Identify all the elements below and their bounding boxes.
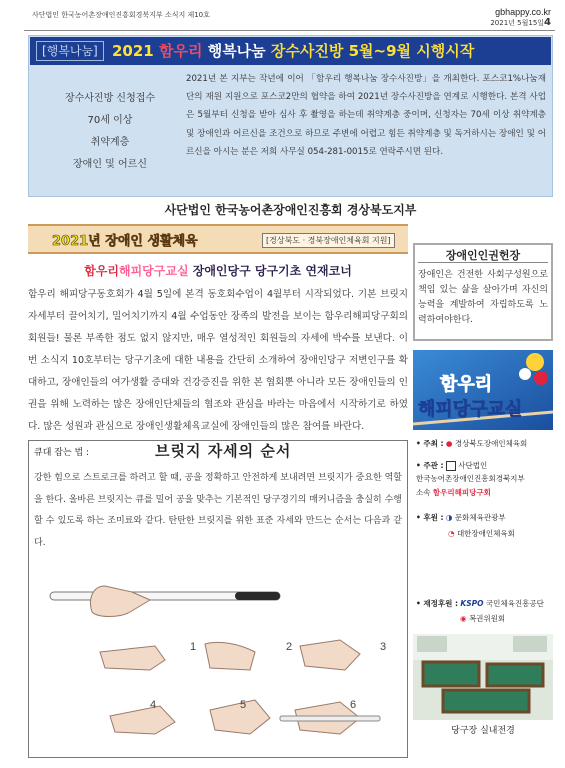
kspo-logo: KSPO xyxy=(460,599,484,608)
header-divider xyxy=(24,30,555,31)
taeguk-icon: ◑ xyxy=(445,513,453,522)
banner-eligibility-list xyxy=(36,88,184,176)
sponsor-funding xyxy=(416,598,544,609)
host-name: 경상북도장애인체육회 xyxy=(454,439,528,448)
banner-mid: 행복나눔 xyxy=(207,42,266,60)
sponsor-support-2 xyxy=(448,528,515,539)
promo-brand-text: 함우리 xyxy=(440,374,493,395)
hand-step-3 xyxy=(300,640,360,670)
organizer-full-name: 한국농어촌장애인진흥회경북지부 xyxy=(416,474,525,483)
sponsor-organizer xyxy=(416,460,487,471)
eligibility-item: 장애인 및 어르신 xyxy=(73,159,147,170)
rights-charter-title: 장애인인권헌장 xyxy=(445,249,521,262)
banner-headline xyxy=(112,39,474,63)
organizer-label: • 주관 : xyxy=(416,461,444,470)
rights-charter-text: 장애인은 건전한 사회구성원으로 책임 있는 삶을 살아가며 자신의 능력을 계발하여 자립하도록 노력하여야한다. xyxy=(418,270,548,325)
banner-project: 장수사진방 5월~9월 시행시작 xyxy=(270,42,475,60)
hand-step-1 xyxy=(100,646,165,670)
header-page-number: 4 xyxy=(544,17,551,28)
sponsor-host xyxy=(416,438,527,449)
banner-category-tag: [행복나눔] xyxy=(36,41,104,61)
hand-step-2 xyxy=(205,642,255,670)
eligibility-item: 장수사진방 신청접수 xyxy=(64,93,156,104)
article-heading xyxy=(28,262,408,279)
eligibility-item: 70세 이상 xyxy=(87,115,133,126)
organizer-logo-icon xyxy=(446,461,456,471)
support-committee: 대한장애인체육회 xyxy=(456,529,515,538)
host-logo-icon: ● xyxy=(445,439,453,448)
banner-brand: 함우리 xyxy=(158,42,203,60)
hand-step-4 xyxy=(110,706,175,734)
host-label: • 주최 : xyxy=(416,439,444,448)
step-number-3: 3 xyxy=(380,641,387,653)
header-right xyxy=(490,7,551,28)
life-sports-title: 2021년 장애인 생활체육 xyxy=(52,234,198,249)
step-number-5: 5 xyxy=(240,699,247,711)
rights-charter-divider xyxy=(418,262,548,263)
header-newsletter-info: 사단법인 한국농어촌장애인진흥회경북지부 소식지 제10호 xyxy=(32,11,210,19)
cue-hand-illustration xyxy=(50,586,280,617)
paralympic-icon: ◔ xyxy=(448,529,455,538)
lottery-committee: 복권위원회 xyxy=(468,614,506,623)
life-sports-subtitle: [경상북도 · 경북장애인체육회 지원] xyxy=(262,233,395,248)
organization-title: 사단법인 한국농어촌장애인진흥회 경상북도지부 xyxy=(164,203,417,217)
sponsor-funding-2 xyxy=(460,613,505,624)
organizer-type: 사단법인 xyxy=(458,461,488,470)
bridge-steps-illustration xyxy=(40,582,400,750)
bridge-description: 강한 힘으로 스트로크를 하려고 할 때, 공을 정확하고 안전하게 보내려면 브릿지가 중요한 역할을 한다. 올바른 브릿지는 큐를 밀어 공을 맞추는 기본적인 당구경기의 매커니즘을 충실히 수행할 수 있도록 하는 조미료와 같다. 탄탄한 브릿지를 위한 표준 자세와 만드는 순서는 다음과 같다. xyxy=(34,473,402,548)
bridge-title: 브릿지 자세의 순서 xyxy=(155,442,292,460)
sub-name: 함우리해피당구회 xyxy=(432,488,491,497)
banner-year: 2021 xyxy=(112,42,154,60)
article-heading-rest: 장애인당구 당구기초 연재코너 xyxy=(192,264,352,278)
support-ministry: 문화체육관광부 xyxy=(454,513,506,522)
sponsor-support xyxy=(416,512,506,523)
banner-body: 2021년 본 지부는 작년에 이어 「함우리 행복나눔 장수사진방」을 개최한다. 포스코1%나눔재단의 재원 지원으로 포스코2만의 협약을 하여 2021년 장수사진방을 연계로 시행한다. 본격 사업은 5월부터 신청을 받아 심사 후 촬영을 하는데 취약계층 중이며, 신청자는 70세 이상 취약계층 및 장애인과 어르신을 조건으로 하므로 주변에 어렵고 힘든 취약계층 및 독거하시는 장애인 및 어르신을 아시는 분은 저희 사무실 054-281-0015로 연락주시면 된다. xyxy=(186,74,546,157)
sponsor-sub xyxy=(416,487,491,498)
header-date: 2021년 5월15일 xyxy=(490,19,545,27)
hand-step-6 xyxy=(280,702,380,734)
header-date-page xyxy=(490,17,551,28)
cue-grip-label: 큐대 잡는 법 : xyxy=(34,448,90,458)
step-number-2: 2 xyxy=(286,641,293,653)
billiard-room-caption: 당구장 실내전경 xyxy=(451,726,515,736)
step-number-6: 6 xyxy=(350,699,357,711)
lottery-icon: ◉ xyxy=(460,614,467,623)
step-number-1: 1 xyxy=(190,641,197,653)
step-number-4: 4 xyxy=(150,699,157,711)
billiard-room-photo xyxy=(413,634,553,720)
article-class-name: 해피당구교실 xyxy=(118,264,189,278)
funding-org: 국민체육진흥공단 xyxy=(485,599,544,608)
promo-class-text: 해피당구교실 xyxy=(418,399,523,420)
header-site-link[interactable]: gbhappy.co.kr xyxy=(495,7,551,17)
eligibility-item: 취약계층 xyxy=(90,137,130,148)
article-brand: 함우리 xyxy=(84,264,119,278)
support-label: • 후원 : xyxy=(416,513,444,522)
sub-label: 소속 xyxy=(416,488,431,497)
article-body: 함우리 해피당구동호회가 4월 5일에 본격 동호회수업이 4월부터 시작되었다. 기본 브릿지자세부터 끌어치기, 밀어치기까지 4월 수업동안 장족의 발전을 보이는 함우리해피당구회의 회원들! 물론 부족한 점도 없지 않지만, 매우 열성적인 회원들의 자세에 박수를 보낸다. 이번 소식지 10호부터는 당구기초에 대한 내용을 간단히 소개하여 장애인당구 저변인구를 확대하고, 장애인들의 여가생활 증대와 건강증진을 위한 본 협회뿐 아니라 모든 장애인들의 인권을 위해 노력하는 많은 장애인단체들의 협조와 관심을 바라는 마음에서 시작하기로 하였다. 많은 성원과 관심으로 장애인생활체육교실에 장애인들의 많은 참여를 바란다. xyxy=(28,289,408,432)
funding-label: • 재정후원 : xyxy=(416,599,458,608)
